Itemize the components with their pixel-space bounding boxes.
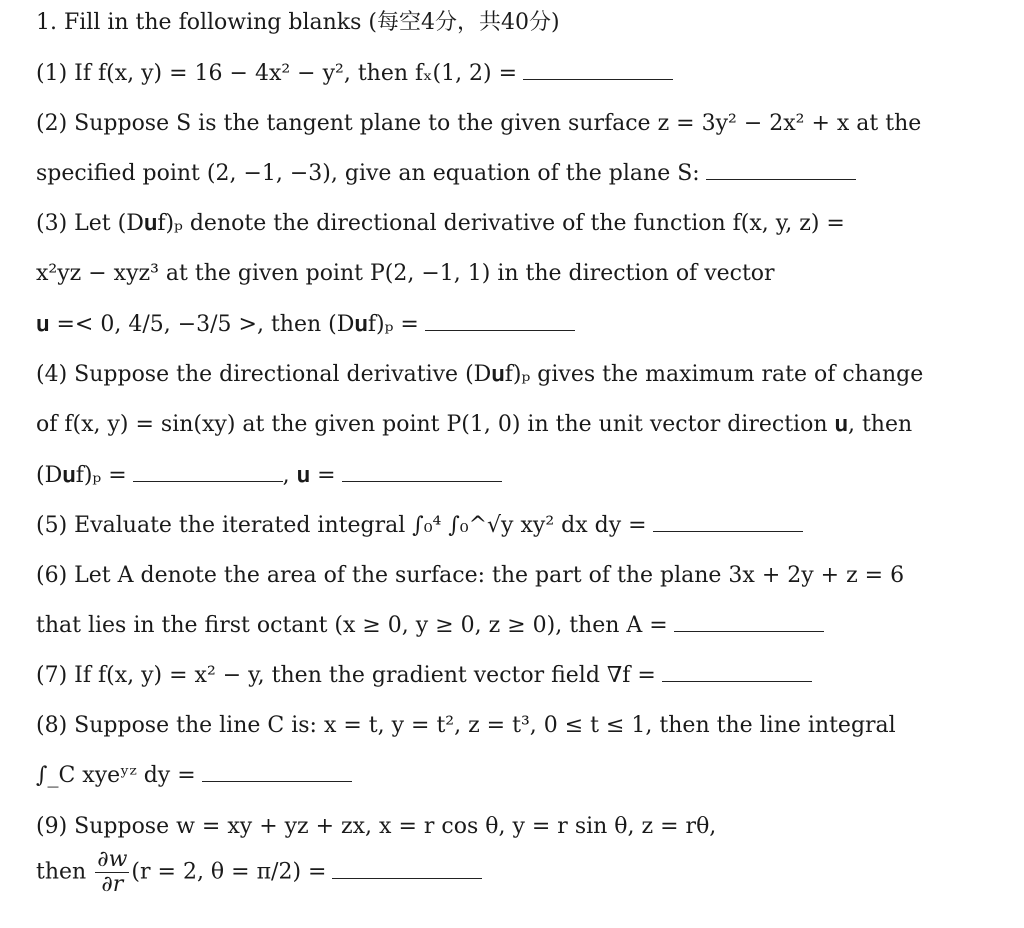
question-9-line-1: (9) Suppose w = xy + yz + zx, x = r cos θ, y = r sin θ, z = rθ, — [36, 814, 717, 839]
question-2 — [36, 159, 856, 189]
question-9-then: then — [36, 859, 87, 885]
question-5-text: (5) Evaluate the iterated integral ∫₀⁴ ∫₀^√y xy² dx dy = — [36, 513, 647, 538]
question-2-text: specified point (2, −1, −3), give an equation of the plane S: — [36, 161, 700, 186]
answer-blank-4b[interactable] — [342, 461, 502, 482]
question-6 — [36, 611, 824, 641]
question-3-line-1: (3) Let (D𝐮f)ₚ denote the directional derivative of the function f(x, y, z) = — [36, 211, 845, 236]
question-4-line-2: of f(x, y) = sin(xy) at the given point P(1, 0) in the unit vector direction 𝐮, then — [36, 412, 913, 437]
partial-derivative-fraction — [95, 848, 129, 897]
question-6-text: that lies in the first octant (x ≥ 0, y ≥ 0, z ≥ 0), then A = — [36, 613, 668, 638]
answer-blank-7[interactable] — [662, 661, 812, 682]
answer-blank-6[interactable] — [674, 611, 824, 632]
question-5 — [36, 511, 803, 541]
question-3 — [36, 310, 575, 340]
question-9-text: (r = 2, θ = π/2) = — [131, 859, 327, 885]
answer-blank-5[interactable] — [653, 511, 803, 532]
question-4-text-b: , 𝐮 = — [282, 463, 336, 488]
question-4 — [36, 461, 502, 491]
answer-blank-2[interactable] — [706, 159, 856, 180]
answer-blank-1[interactable] — [523, 59, 673, 80]
answer-blank-9[interactable] — [332, 858, 482, 879]
fraction-numerator: ∂w — [97, 847, 128, 872]
question-8 — [36, 761, 352, 791]
question-2-line-1: (2) Suppose S is the tangent plane to the given surface z = 3y² − 2x² + x at the — [36, 111, 922, 136]
question-8-text: ∫_C xyeʸᶻ dy = — [36, 763, 196, 788]
question-9 — [36, 848, 482, 897]
question-1-text: (1) If f(x, y) = 16 − 4x² − y², then fₓ(1, 2) = — [36, 61, 518, 86]
question-3-line-2: x²yz − xyz³ at the given point P(2, −1, 1) in the direction of vector — [36, 261, 775, 286]
question-4-line-1: (4) Suppose the directional derivative (D𝐮f)ₚ gives the maximum rate of change — [36, 362, 924, 387]
question-7 — [36, 661, 812, 691]
fraction-denominator: ∂r — [101, 872, 124, 897]
question-1 — [36, 59, 673, 89]
question-8-line-1: (8) Suppose the line C is: x = t, y = t², z = t³, 0 ≤ t ≤ 1, then the line integral — [36, 713, 896, 738]
section-title: 1. Fill in the following blanks (每空4分，共40分) — [36, 10, 560, 35]
question-6-line-1: (6) Let A denote the area of the surface: the part of the plane 3x + 2y + z = 6 — [36, 563, 905, 588]
question-4-text-a: (D𝐮f)ₚ = — [36, 463, 127, 488]
answer-blank-4a[interactable] — [133, 461, 283, 482]
question-3-text: 𝐮 =< 0, 4/5, −3/5 >, then (D𝐮f)ₚ = — [36, 312, 419, 337]
answer-blank-3[interactable] — [425, 310, 575, 331]
question-7-text: (7) If f(x, y) = x² − y, then the gradient vector field ∇f = — [36, 663, 656, 688]
answer-blank-8[interactable] — [202, 761, 352, 782]
